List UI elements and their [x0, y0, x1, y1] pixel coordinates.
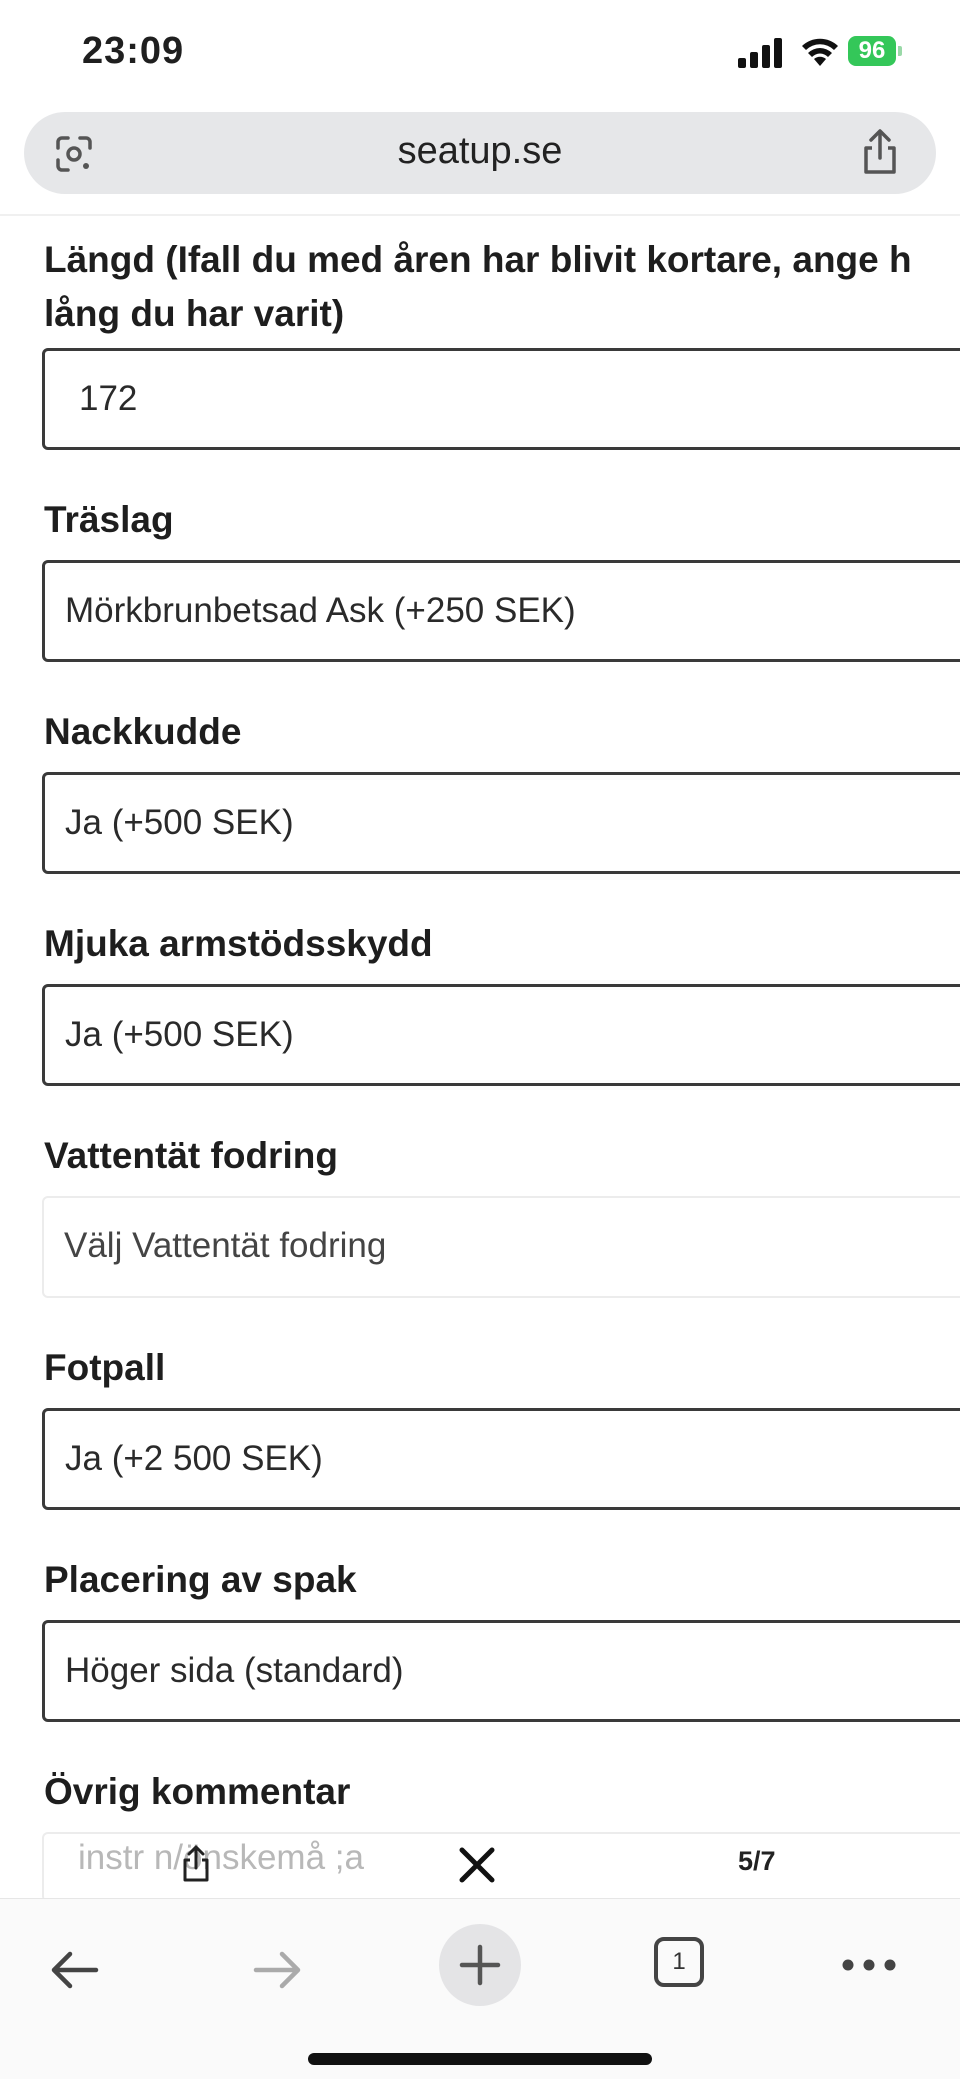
length-label-line2: lång du har varit) [44, 293, 345, 334]
neck-pillow-label: Nackkudde [44, 711, 242, 752]
home-indicator [308, 2053, 652, 2065]
battery-level: 96 [848, 36, 896, 66]
back-arrow-icon[interactable] [44, 1945, 104, 1995]
new-tab-plus-icon[interactable] [438, 1923, 522, 2007]
screenshot-overlay [0, 1834, 960, 1898]
waterproof-placeholder: Välj Vattentät fodring [64, 1226, 387, 1265]
battery-icon [848, 36, 904, 68]
armrest-value: Ja (+500 SEK) [65, 1015, 294, 1054]
comment-label: Övrig kommentar [44, 1771, 351, 1812]
close-icon[interactable] [452, 1840, 502, 1890]
length-label-line1: Längd (Ifall du med åren har blivit kortare, ange h [44, 239, 912, 280]
waterproof-label: Vattentät fodring [44, 1135, 338, 1176]
lever-placement-value: Höger sida (standard) [65, 1651, 404, 1690]
comment-placeholder-partial: instr n/önskemå ;a [78, 1838, 364, 1877]
neck-pillow-value: Ja (+500 SEK) [65, 803, 294, 842]
neck-pillow-select[interactable] [42, 772, 960, 874]
share-icon[interactable] [178, 1844, 214, 1884]
share-icon[interactable] [858, 128, 902, 178]
length-input[interactable] [42, 348, 960, 450]
waterproof-select[interactable] [42, 1196, 960, 1298]
footstool-select[interactable] [42, 1408, 960, 1510]
footstool-label: Fotpall [44, 1347, 166, 1388]
tab-count: 1 [672, 1948, 686, 1975]
armrest-label: Mjuka armstödsskydd [44, 923, 433, 964]
lever-placement-label: Placering av spak [44, 1559, 357, 1600]
page-indicator: 5/7 [738, 1846, 776, 1876]
status-time: 23:09 [82, 30, 185, 72]
footstool-value: Ja (+2 500 SEK) [65, 1439, 323, 1478]
wood-type-label: Träslag [44, 499, 174, 540]
status-bar [0, 0, 960, 105]
more-options-icon[interactable] [840, 1955, 898, 1975]
url-text[interactable]: seatup.se [397, 130, 563, 172]
forward-arrow-icon[interactable] [248, 1945, 308, 1995]
wifi-icon [800, 34, 840, 68]
armrest-select[interactable] [42, 984, 960, 1086]
address-bar[interactable] [24, 112, 936, 194]
wood-type-value: Mörkbrunbetsad Ask (+250 SEK) [65, 591, 576, 630]
divider [0, 214, 960, 216]
browser-toolbar [0, 1898, 960, 2079]
wood-type-select[interactable] [42, 560, 960, 662]
lever-placement-select[interactable] [42, 1620, 960, 1722]
tab-switcher-button[interactable] [654, 1937, 710, 1993]
battery-tip [898, 46, 902, 56]
length-value: 172 [79, 379, 138, 418]
cellular-signal-icon [738, 38, 784, 68]
